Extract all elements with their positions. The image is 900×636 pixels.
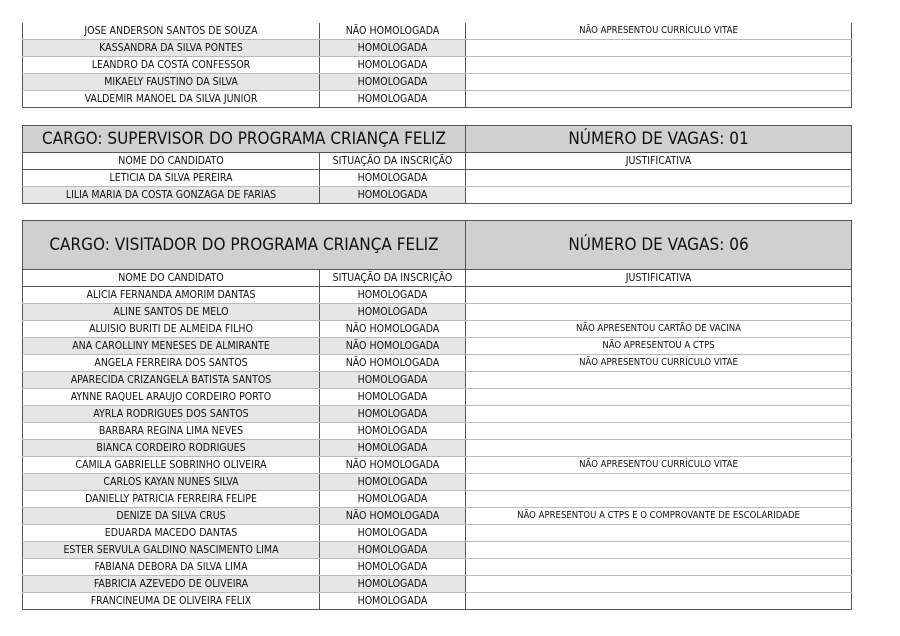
vagas-count: NÚMERO DE VAGAS: 06	[466, 221, 852, 270]
registration-status: NÃO HOMOLOGADA	[320, 457, 466, 474]
justification: NÃO APRESENTOU A CTPS	[466, 338, 852, 355]
candidate-name: EDUARDA MACEDO DANTAS	[23, 525, 320, 542]
registration-status: HOMOLOGADA	[320, 372, 466, 389]
justification	[466, 474, 852, 491]
justification	[466, 389, 852, 406]
cargo-title: CARGO: VISITADOR DO PROGRAMA CRIANÇA FELIZ	[23, 221, 466, 270]
table-row	[23, 508, 852, 525]
candidate-name: VALDEMIR MANOEL DA SILVA JUNIOR	[23, 91, 320, 108]
registration-status: HOMOLOGADA	[320, 474, 466, 491]
registration-status: HOMOLOGADA	[320, 170, 466, 187]
table-row	[23, 355, 852, 372]
candidate-name: BARBARA REGINA LIMA NEVES	[23, 423, 320, 440]
candidate-name: FABRICIA AZEVEDO DE OLIVEIRA	[23, 576, 320, 593]
registration-status: HOMOLOGADA	[320, 304, 466, 321]
candidate-name: ALICIA FERNANDA AMORIM DANTAS	[23, 287, 320, 304]
vagas-count: NÚMERO DE VAGAS: 01	[466, 126, 852, 153]
registration-status: HOMOLOGADA	[320, 423, 466, 440]
table-row	[23, 491, 852, 508]
table-row	[23, 474, 852, 491]
justification	[466, 559, 852, 576]
justification	[466, 372, 852, 389]
justification: NÃO APRESENTOU CARTÃO DE VACINA	[466, 321, 852, 338]
table-row	[23, 406, 852, 423]
table-row	[23, 304, 852, 321]
table-row	[23, 525, 852, 542]
candidate-name: AYNNE RAQUEL ARAUJO CORDEIRO PORTO	[23, 389, 320, 406]
candidate-name: LETICIA DA SILVA PEREIRA	[23, 170, 320, 187]
registration-status: HOMOLOGADA	[320, 576, 466, 593]
table-row	[23, 389, 852, 406]
justification	[466, 423, 852, 440]
table-row	[23, 170, 852, 187]
registration-status: HOMOLOGADA	[320, 40, 466, 57]
candidate-name: CARLOS KAYAN NUNES SILVA	[23, 474, 320, 491]
justification: NÃO APRESENTOU CURRÍCULO VITAE	[466, 355, 852, 372]
registration-status: NÃO HOMOLOGADA	[320, 321, 466, 338]
candidate-name: ANA CAROLLINY MENESES DE ALMIRANTE	[23, 338, 320, 355]
registration-status: NÃO HOMOLOGADA	[320, 338, 466, 355]
column-header-reason: JUSTIFICATIVA	[466, 153, 852, 170]
justification	[466, 406, 852, 423]
table-row	[23, 457, 852, 474]
table-row	[23, 91, 852, 108]
cargo-title: CARGO: SUPERVISOR DO PROGRAMA CRIANÇA FELIZ	[23, 126, 466, 153]
table-row	[23, 74, 852, 91]
justification	[466, 91, 852, 108]
registration-status: HOMOLOGADA	[320, 57, 466, 74]
candidate-name: ALUISIO BURITI DE ALMEIDA FILHO	[23, 321, 320, 338]
table-row	[23, 423, 852, 440]
justification	[466, 525, 852, 542]
candidate-name: ESTER SERVULA GALDINO NASCIMENTO LIMA	[23, 542, 320, 559]
registration-status: HOMOLOGADA	[320, 389, 466, 406]
table-row	[23, 40, 852, 57]
candidate-name: FABIANA DEBORA DA SILVA LIMA	[23, 559, 320, 576]
justification	[466, 491, 852, 508]
table-row	[23, 287, 852, 304]
justification	[466, 40, 852, 57]
table-row	[23, 559, 852, 576]
supervisor-table	[22, 125, 852, 204]
registration-status: HOMOLOGADA	[320, 491, 466, 508]
registration-status: HOMOLOGADA	[320, 440, 466, 457]
justification: NÃO APRESENTOU A CTPS E O COMPROVANTE DE ESCOLARIDADE	[466, 508, 852, 525]
candidate-name: MIKAELY FAUSTINO DA SILVA	[23, 74, 320, 91]
column-header-status: SITUAÇÃO DA INSCRIÇÃO	[320, 153, 466, 170]
candidate-name: BIANCA CORDEIRO RODRIGUES	[23, 440, 320, 457]
justification	[466, 57, 852, 74]
candidate-name: DANIELLY PATRICIA FERREIRA FELIPE	[23, 491, 320, 508]
registration-status: NÃO HOMOLOGADA	[320, 23, 466, 40]
registration-status: HOMOLOGADA	[320, 91, 466, 108]
justification	[466, 287, 852, 304]
justification: NÃO APRESENTOU CURRÍCULO VITAE	[466, 23, 852, 40]
justification	[466, 440, 852, 457]
registration-status: HOMOLOGADA	[320, 542, 466, 559]
table-row	[23, 57, 852, 74]
column-header-status: SITUAÇÃO DA INSCRIÇÃO	[320, 270, 466, 287]
justification	[466, 187, 852, 204]
top-candidates-body	[23, 23, 852, 108]
registration-status: HOMOLOGADA	[320, 593, 466, 610]
candidate-name: AYRLA RODRIGUES DOS SANTOS	[23, 406, 320, 423]
table-row	[23, 542, 852, 559]
registration-status: NÃO HOMOLOGADA	[320, 508, 466, 525]
registration-status: HOMOLOGADA	[320, 525, 466, 542]
table-row	[23, 187, 852, 204]
candidate-name: CAMILA GABRIELLE SOBRINHO OLIVEIRA	[23, 457, 320, 474]
justification: NÃO APRESENTOU CURRÍCULO VITAE	[466, 457, 852, 474]
visitador-body	[23, 287, 852, 610]
supervisor-body	[23, 170, 852, 204]
table-row	[23, 593, 852, 610]
visitador-table	[22, 220, 852, 610]
registration-status: HOMOLOGADA	[320, 187, 466, 204]
top-candidates-table	[22, 23, 852, 108]
table-row	[23, 372, 852, 389]
candidate-name: LEANDRO DA COSTA CONFESSOR	[23, 57, 320, 74]
candidate-name: KASSANDRA DA SILVA PONTES	[23, 40, 320, 57]
justification	[466, 593, 852, 610]
candidate-name: FRANCINEUMA DE OLIVEIRA FELIX	[23, 593, 320, 610]
registration-status: HOMOLOGADA	[320, 559, 466, 576]
candidate-name: JOSE ANDERSON SANTOS DE SOUZA	[23, 23, 320, 40]
column-header-name: NOME DO CANDIDATO	[23, 270, 320, 287]
table-row	[23, 576, 852, 593]
table-row	[23, 23, 852, 40]
table-row	[23, 440, 852, 457]
table-row	[23, 321, 852, 338]
candidate-name: ALINE SANTOS DE MELO	[23, 304, 320, 321]
candidate-name: APARECIDA CRIZANGELA BATISTA SANTOS	[23, 372, 320, 389]
justification	[466, 304, 852, 321]
registration-status: NÃO HOMOLOGADA	[320, 355, 466, 372]
registration-status: HOMOLOGADA	[320, 287, 466, 304]
column-header-reason: JUSTIFICATIVA	[466, 270, 852, 287]
table-row	[23, 338, 852, 355]
registration-status: HOMOLOGADA	[320, 74, 466, 91]
justification	[466, 170, 852, 187]
justification	[466, 74, 852, 91]
candidate-name: ANGELA FERREIRA DOS SANTOS	[23, 355, 320, 372]
registration-status: HOMOLOGADA	[320, 406, 466, 423]
justification	[466, 576, 852, 593]
candidate-name: LILIA MARIA DA COSTA GONZAGA DE FARIAS	[23, 187, 320, 204]
justification	[466, 542, 852, 559]
candidate-name: DENIZE DA SILVA CRUS	[23, 508, 320, 525]
column-header-name: NOME DO CANDIDATO	[23, 153, 320, 170]
